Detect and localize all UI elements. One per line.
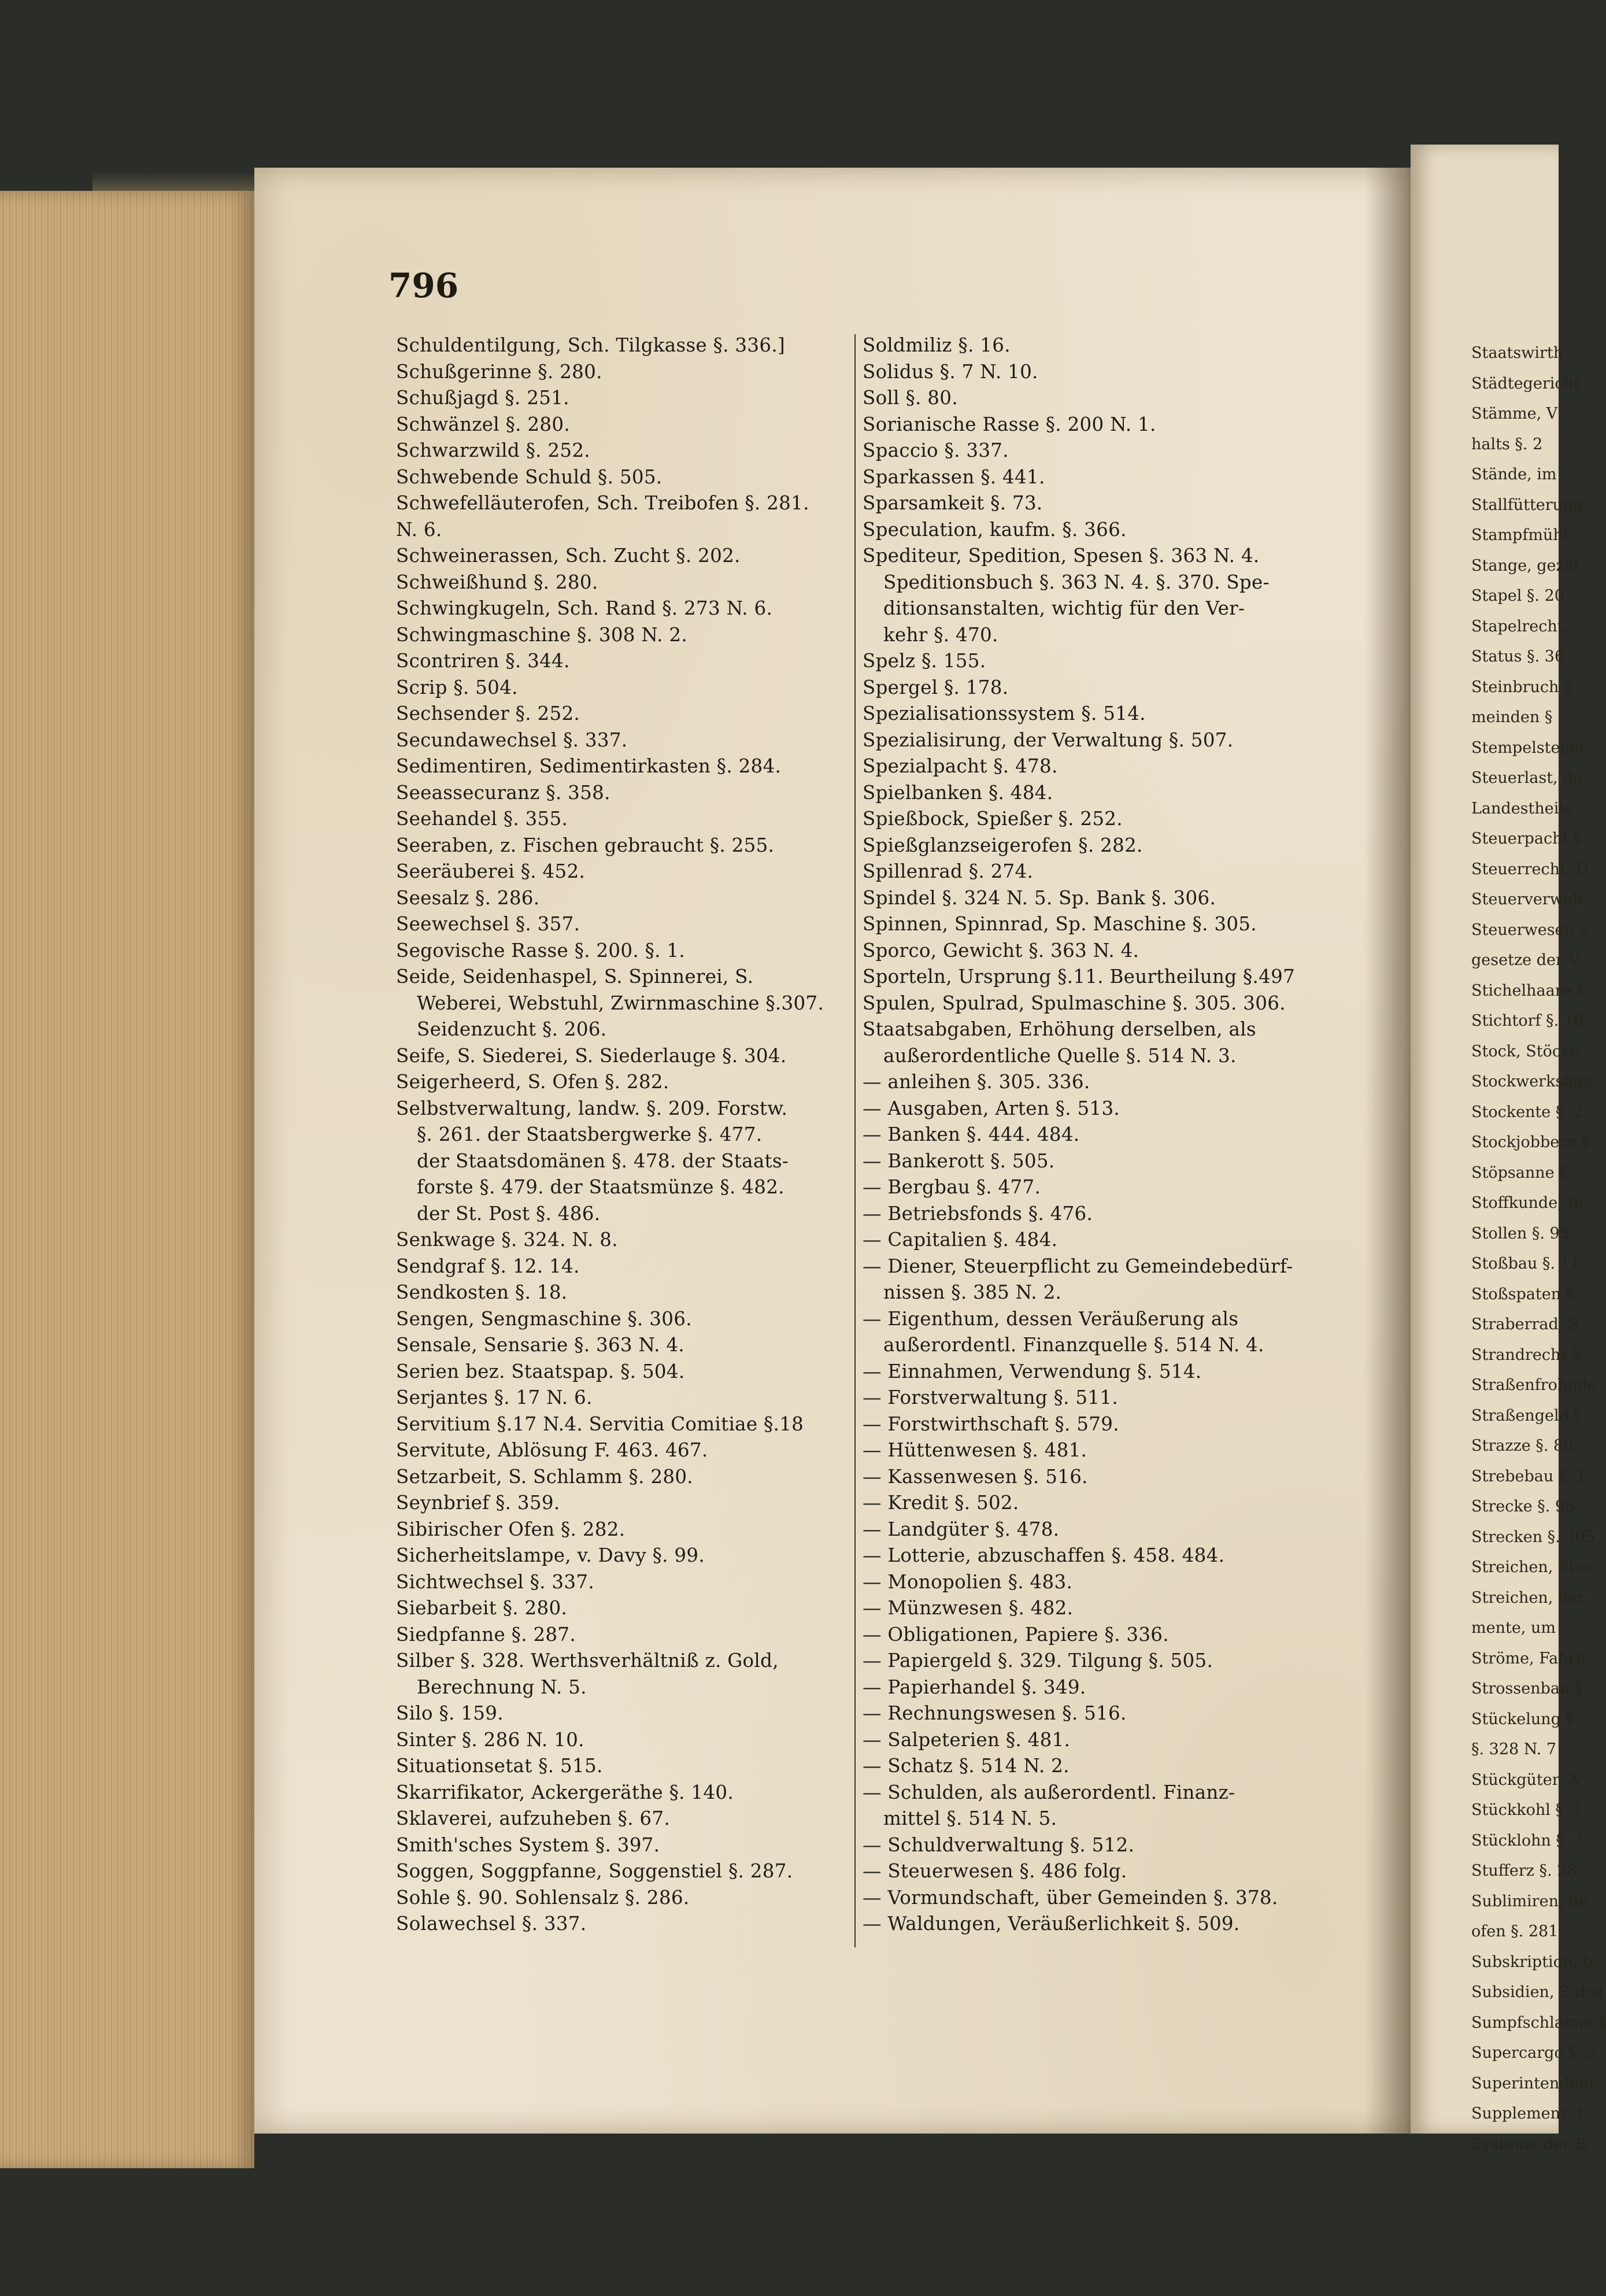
index-entry: — Papierhandel §. 349. xyxy=(863,1676,1086,1698)
facing-page-fragment: Straberrad, S xyxy=(1471,1315,1579,1333)
index-entry: Seigerheerd, S. Ofen §. 282. xyxy=(396,1071,669,1093)
index-entry: außerordentliche Quelle §. 514 N. 3. xyxy=(883,1044,1237,1067)
index-entry: — Papiergeld §. 329. Tilgung §. 505. xyxy=(863,1650,1213,1672)
facing-page-fragment: Stockente §. 2 xyxy=(1471,1103,1583,1121)
index-entry: der St. Post §. 486. xyxy=(417,1202,601,1225)
index-entry: — Kassenwesen §. 516. xyxy=(863,1465,1088,1488)
index-entry: N. 6. xyxy=(396,518,442,541)
index-entry: — Kredit §. 502. xyxy=(863,1492,1019,1514)
index-entry: Sedimentiren, Sedimentirkasten §. 284. xyxy=(396,755,782,777)
index-entry: — Forstwirthschaft §. 579. xyxy=(863,1413,1119,1435)
index-column-right xyxy=(863,332,1325,1938)
facing-page-fragment: Stückgüter, A xyxy=(1471,1770,1579,1789)
index-entry: Seynbrief §. 359. xyxy=(396,1492,560,1514)
facing-page-fragment: Systeme der B xyxy=(1471,2135,1587,2153)
index-entry: Sporteln, Ursprung §.11. Beurtheilung §.497 xyxy=(863,966,1296,988)
index-entry: Spezialisirung, der Verwaltung §. 507. xyxy=(863,729,1234,751)
index-entry: — Banken §. 444. 484. xyxy=(863,1123,1080,1145)
index-entry: Sorianische Rasse §. 200 N. 1. xyxy=(863,413,1156,435)
index-entry: Schwefelläuterofen, Sch. Treibofen §. 281. xyxy=(396,492,809,514)
index-entry: Sichtwechsel §. 337. xyxy=(396,1570,594,1593)
index-entry: — Steuerwesen §. 486 folg. xyxy=(863,1860,1127,1882)
index-entry: Segovische Rasse §. 200. §. 1. xyxy=(396,939,686,962)
index-entry: Siebarbeit §. 280. xyxy=(396,1597,568,1619)
facing-page-fragment: Stoffkunde, te xyxy=(1471,1194,1583,1212)
facing-page-fragment: Strebebau §. 1 xyxy=(1471,1467,1586,1485)
index-entry: Servitium §.17 N.4. Servitia Comitiae §.18 xyxy=(396,1413,804,1435)
index-entry: Soggen, Soggpfanne, Soggenstiel §. 287. xyxy=(396,1860,793,1882)
index-entry: Schweinerassen, Sch. Zucht §. 202. xyxy=(396,545,741,567)
index-entry: Seesalz §. 286. xyxy=(396,886,540,909)
facing-page-fragment: Strossenbau §. xyxy=(1471,1680,1588,1698)
index-entry: — Hüttenwesen §. 481. xyxy=(863,1439,1087,1461)
facing-page-fragment: Steinbruch §. xyxy=(1471,678,1577,696)
facing-page-fragment: Strazze §. 80. xyxy=(1471,1437,1578,1455)
facing-page-fragment: Subsidien, Subsi xyxy=(1471,1983,1603,2001)
index-entry: Scrip §. 504. xyxy=(396,676,518,698)
index-entry: Seide, Seidenhaspel, S. Spinnerei, S. xyxy=(396,966,754,988)
index-entry: Sparkassen §. 441. xyxy=(863,465,1045,488)
index-entry: Secundawechsel §. 337. xyxy=(396,729,628,751)
index-entry: — Vormundschaft, über Gemeinden §. 378. xyxy=(863,1886,1278,1909)
facing-page-fragment: Stückelung §. xyxy=(1471,1710,1579,1728)
facing-page-fragment: Stückkohl §. 1 xyxy=(1471,1801,1583,1819)
index-entry: Senkwage §. 324. N. 8. xyxy=(396,1229,618,1251)
index-entry: Speditionsbuch §. 363 N. 4. §. 370. Spe- xyxy=(883,571,1270,593)
index-entry: Setzarbeit, S. Schlamm §. 280. xyxy=(396,1465,693,1488)
index-entry: Seehandel §. 355. xyxy=(396,808,568,830)
index-entry: Sensale, Sensarie §. 363 N. 4. xyxy=(396,1334,685,1356)
index-entry: Sibirischer Ofen §. 282. xyxy=(396,1518,626,1540)
index-entry: Spezialisationssystem §. 514. xyxy=(863,703,1146,724)
index-entry: Sinter §. 286 N. 10. xyxy=(396,1728,584,1751)
facing-page-fragment: Steuerlast, de xyxy=(1471,769,1582,787)
index-entry: Skarrifikator, Ackergeräthe §. 140. xyxy=(396,1781,734,1803)
index-entry: §. 261. der Staatsbergwerke §. 477. xyxy=(417,1123,763,1145)
facing-page-fragment: Sublimiren, de xyxy=(1471,1892,1588,1910)
facing-page-fragment: Stallfütterung xyxy=(1471,496,1583,514)
facing-page-fragment: Stöpsanne §. xyxy=(1471,1163,1572,1182)
index-entry: Schweißhund §. 280. xyxy=(396,571,598,593)
index-entry: Schußgerinne §. 280. xyxy=(396,360,602,383)
index-entry: nissen §. 385 N. 2. xyxy=(883,1281,1062,1303)
index-entry: Sendgraf §. 12. 14. xyxy=(396,1255,580,1277)
facing-page-fragment: mente, um xyxy=(1471,1619,1556,1637)
index-entry: Schußjagd §. 251. xyxy=(396,387,569,409)
facing-page-fragment: Stoßbau §. 11 xyxy=(1471,1255,1581,1273)
index-entry: Seife, S. Siederei, S. Siederlauge §. 304. xyxy=(396,1044,787,1067)
index-entry: der Staatsdomänen §. 478. der Staats- xyxy=(417,1149,789,1172)
facing-page-fragment: Staatswirth xyxy=(1471,344,1564,362)
index-entry: Seeassecuranz §. 358. xyxy=(396,781,610,804)
index-entry: Spergel §. 178. xyxy=(863,676,1009,698)
index-entry: Spulen, Spulrad, Spulmaschine §. 305. 306. xyxy=(863,992,1286,1014)
index-entry: Situationsetat §. 515. xyxy=(396,1755,603,1777)
index-entry: — Münzwesen §. 482. xyxy=(863,1597,1074,1619)
index-entry: Schwingkugeln, Sch. Rand §. 273 N. 6. xyxy=(396,597,773,619)
facing-page-fragment: Strecken §. 305 xyxy=(1471,1528,1595,1546)
index-entry: Schwänzel §. 280. xyxy=(396,413,570,435)
index-entry: Spillenrad §. 274. xyxy=(863,860,1034,882)
index-entry: — Lotterie, abzuschaffen §. 458. 484. xyxy=(863,1544,1225,1566)
index-entry: Sohle §. 90. Sohlensalz §. 286. xyxy=(396,1886,690,1909)
facing-page-fragment: ofen §. 281 xyxy=(1471,1922,1559,1940)
index-entry: Sengen, Sengmaschine §. 306. xyxy=(396,1307,692,1330)
index-entry: Selbstverwaltung, landw. §. 209. Forstw. xyxy=(396,1097,788,1119)
index-entry: außerordentl. Finanzquelle §. 514 N. 4. xyxy=(883,1334,1264,1356)
facing-page-fragment: Strandrecht §. xyxy=(1471,1345,1585,1364)
book-page-edges xyxy=(0,191,254,2168)
index-entry: Schuldentilgung, Sch. Tilgkasse §. 336.] xyxy=(396,334,785,356)
index-entry: Serjantes §. 17 N. 6. xyxy=(396,1387,593,1408)
index-entry: ditionsanstalten, wichtig für den Ver- xyxy=(883,597,1245,619)
facing-page-fragment: Stollen §. 95. xyxy=(1471,1224,1575,1243)
index-entry: — Waldungen, Veräußerlichkeit §. 509. xyxy=(863,1913,1240,1935)
facing-page-fragment: Stockjobbern § xyxy=(1471,1133,1590,1151)
facing-page-fragment: Städtegericht xyxy=(1471,374,1580,393)
index-entry: Serien bez. Staatspap. §. 504. xyxy=(396,1360,685,1382)
facing-page-fragment: Stufferz §. 28 xyxy=(1471,1862,1577,1880)
facing-page-fragment: Steuerverwalt xyxy=(1471,890,1584,908)
index-entry: Weberei, Webstuhl, Zwirnmaschine §.307. xyxy=(417,992,824,1014)
index-entry: Spielbanken §. 484. xyxy=(863,781,1053,804)
facing-page-fragment: Supplement, t xyxy=(1471,2105,1583,2123)
index-entry: — Schatz §. 514 N. 2. xyxy=(863,1755,1070,1777)
facing-page-fragment: Stock, Stöcke xyxy=(1471,1042,1580,1060)
index-entry: — Forstverwaltung §. 511. xyxy=(863,1387,1118,1408)
index-entry: Sparsamkeit §. 73. xyxy=(863,492,1043,514)
index-entry: — Monopolien §. 483. xyxy=(863,1570,1073,1593)
facing-page-fragment: Streichen, Stre xyxy=(1471,1558,1592,1576)
facing-page-fragment: Stampfmühl xyxy=(1471,526,1568,544)
facing-page-fragment: Superintendent xyxy=(1471,2074,1595,2092)
facing-page-fragment: meinden § xyxy=(1471,708,1553,726)
facing-page-fragment: Ströme, Fahrb xyxy=(1471,1649,1586,1668)
facing-page-fragment: Landestheile xyxy=(1471,799,1574,818)
index-entry: — Bergbau §. 477. xyxy=(863,1176,1041,1198)
page-number: 796 xyxy=(388,266,459,305)
facing-page-fragment: Sumpfschlamm § xyxy=(1471,2013,1606,2032)
facing-page-fragment: Streichen, der xyxy=(1471,1588,1585,1607)
facing-page-fragment: Status §. 36 xyxy=(1471,648,1565,665)
index-entry: Sklaverei, aufzuheben §. 67. xyxy=(396,1807,671,1829)
index-entry: Spindel §. 324 N. 5. Sp. Bank §. 306. xyxy=(863,886,1216,909)
index-entry: — Capitalien §. 484. xyxy=(863,1229,1058,1251)
facing-page-fragment: Subskription, b xyxy=(1471,1953,1593,1971)
facing-page-fragment: Stapelrecht, xyxy=(1471,617,1569,635)
index-entry: Seidenzucht §. 206. xyxy=(417,1018,607,1040)
index-entry: Spelz §. 155. xyxy=(863,650,986,672)
column-divider xyxy=(854,334,856,1947)
index-entry: mittel §. 514 N. 5. xyxy=(883,1807,1057,1829)
index-entry: Sendkosten §. 18. xyxy=(396,1281,568,1303)
facing-page-fragment: Supercargo §. 3 xyxy=(1471,2044,1597,2062)
facing-page-fragment: Strecke §. 95. xyxy=(1471,1498,1580,1515)
facing-page-fragment: Stapel §. 20 xyxy=(1471,587,1564,605)
index-entry: Staatsabgaben, Erhöhung derselben, als xyxy=(863,1018,1256,1040)
facing-page-fragment: §. 328 N. 7 xyxy=(1471,1740,1557,1758)
facing-page-fragment: Straßengeld § xyxy=(1471,1406,1582,1425)
facing-page-fragment: Stichelhaare § xyxy=(1471,981,1585,1000)
index-entry: Silber §. 328. Werthsverhältniß z. Gold, xyxy=(396,1650,779,1672)
index-entry: Scontriren §. 344. xyxy=(396,650,570,672)
index-entry: Servitute, Ablösung F. 463. 467. xyxy=(396,1439,708,1461)
index-entry: Schwingmaschine §. 308 N. 2. xyxy=(396,623,687,646)
index-entry: Berechnung N. 5. xyxy=(417,1676,587,1698)
index-entry: Seeraben, z. Fischen gebraucht §. 255. xyxy=(396,834,775,856)
index-entry: Spaccio §. 337. xyxy=(863,439,1009,461)
facing-page-fragment: Stichtorf §. 10 xyxy=(1471,1012,1584,1030)
facing-page-fragment: Stämme, V xyxy=(1471,405,1558,423)
index-entry: Spediteur, Spedition, Spesen §. 363 N. 4. xyxy=(863,545,1260,567)
facing-page-fragment: Steuerwesen a xyxy=(1471,920,1589,939)
facing-page-fragment: gesetze der V xyxy=(1471,951,1579,969)
index-entry: Schwarzwild §. 252. xyxy=(396,439,590,461)
index-entry: — Einnahmen, Verwendung §. 514. xyxy=(863,1360,1202,1382)
facing-page-fragment: Steuerrecht, U xyxy=(1471,860,1589,878)
index-entry: Seewechsel §. 357. xyxy=(396,913,580,935)
index-entry: kehr §. 470. xyxy=(883,623,998,646)
index-entry: Sporco, Gewicht §. 363 N. 4. xyxy=(863,939,1139,962)
index-entry: — Obligationen, Papiere §. 336. xyxy=(863,1623,1169,1646)
index-entry: Soldmiliz §. 16. xyxy=(863,334,1011,356)
index-entry: Sicherheitslampe, v. Davy §. 99. xyxy=(396,1544,705,1566)
index-entry: Solawechsel §. 337. xyxy=(396,1913,587,1935)
index-entry: Spießglanzseigerofen §. 282. xyxy=(863,834,1143,856)
facing-page-fragment: Stände, im xyxy=(1471,465,1557,483)
facing-page-fragment: halts §. 2 xyxy=(1471,435,1543,453)
facing-page-fragment: Straßenfrohnde xyxy=(1471,1376,1597,1394)
facing-page-fragment: Stempelsteuer xyxy=(1471,738,1587,757)
index-entry: Spinnen, Spinnrad, Sp. Maschine §. 305. xyxy=(863,913,1257,935)
index-entry: — Diener, Steuerpflicht zu Gemeindebedürf- xyxy=(863,1255,1293,1277)
index-entry: Spießbock, Spießer §. 252. xyxy=(863,808,1123,830)
facing-page-fragment: Stockwerksbau xyxy=(1471,1073,1593,1090)
index-column-left xyxy=(396,332,847,1938)
index-entry: Smith'sches System §. 397. xyxy=(396,1833,660,1856)
facing-page-fragment: Stücklohn §. 3 xyxy=(1471,1831,1584,1850)
index-entry: Silo §. 159. xyxy=(396,1702,504,1724)
facing-page-fragment: Steuerpacht § xyxy=(1471,830,1582,848)
index-entry: Speculation, kaufm. §. 366. xyxy=(863,518,1127,541)
index-entry: — Rechnungswesen §. 516. xyxy=(863,1702,1127,1724)
index-entry: Seeräuberei §. 452. xyxy=(396,860,586,882)
facing-page xyxy=(1411,145,1606,2153)
index-entry: — Bankerott §. 505. xyxy=(863,1149,1055,1172)
index-entry: — Eigenthum, dessen Veräußerung als xyxy=(863,1307,1239,1330)
index-entry: Siedpfanne §. 287. xyxy=(396,1623,576,1646)
index-entry: Spezialpacht §. 478. xyxy=(863,755,1058,777)
index-entry: — Landgüter §. 478. xyxy=(863,1518,1060,1540)
index-entry: — Schuldverwaltung §. 512. xyxy=(863,1833,1135,1856)
index-entry: — Ausgaben, Arten §. 513. xyxy=(863,1097,1120,1119)
index-entry: — anleihen §. 305. 336. xyxy=(863,1071,1090,1093)
index-entry: Sechsender §. 252. xyxy=(396,703,580,724)
facing-page-fragment: Stoßspaten §. xyxy=(1471,1285,1579,1303)
index-entry: Soll §. 80. xyxy=(863,387,958,409)
facing-page-fragment: Stange, gezal xyxy=(1471,556,1579,575)
index-entry: forste §. 479. der Staatsmünze §. 482. xyxy=(417,1176,785,1198)
index-entry: — Schulden, als außerordentl. Finanz- xyxy=(863,1781,1235,1803)
index-entry: Solidus §. 7 N. 10. xyxy=(863,360,1038,383)
index-entry: Schwebende Schuld §. 505. xyxy=(396,465,663,488)
index-entry: — Betriebsfonds §. 476. xyxy=(863,1202,1093,1225)
index-entry: — Salpeterien §. 481. xyxy=(863,1728,1071,1751)
